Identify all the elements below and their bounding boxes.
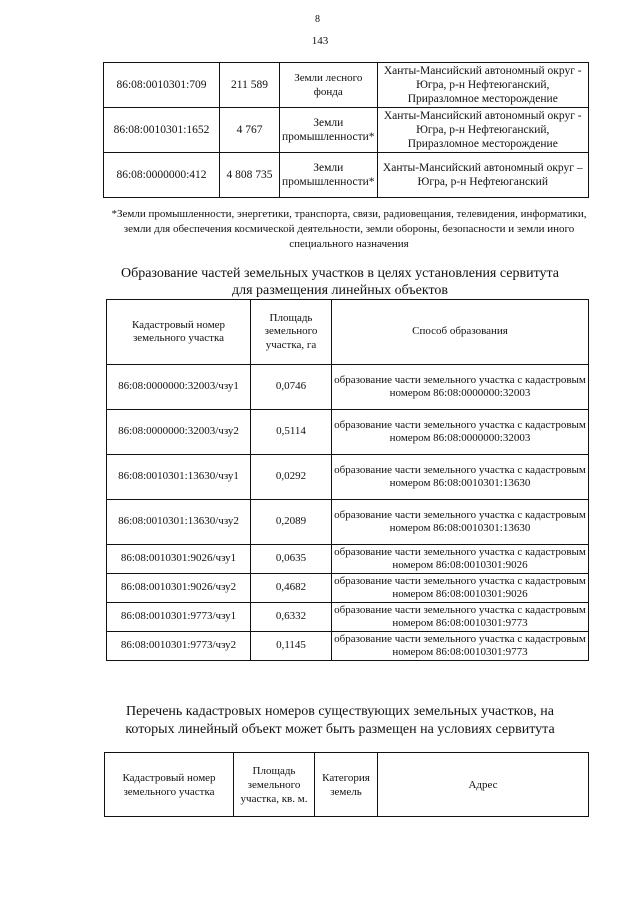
table-row [104, 108, 589, 153]
formation-method: образование части земельного участка с кадастровым номером 86:08:0000000:32003 [332, 365, 589, 410]
table-row [107, 574, 589, 603]
formation-method: образование части земельного участка с кадастровым номером 86:08:0010301:9026 [332, 545, 589, 574]
column-header-area: Площадь земельного участка, кв. м. [234, 753, 315, 817]
plot-area: 4 767 [220, 108, 280, 153]
plot-area: 0,0746 [251, 365, 332, 410]
land-category: Земли промышленности* [280, 153, 378, 198]
formation-method: образование части земельного участка с кадастровым номером 86:08:0000000:32003 [332, 410, 589, 455]
cadastral-number: 86:08:0000000:32003/чзу2 [107, 410, 251, 455]
cadastral-number: 86:08:0010301:9026/чзу2 [107, 574, 251, 603]
table-row [107, 603, 589, 632]
plot-area: 0,0292 [251, 455, 332, 500]
land-category: Земли промышленности* [280, 108, 378, 153]
section-title-easement-parts [60, 265, 620, 299]
section-title-line: которых линейный объект может быть размещен на условиях сервитута [125, 722, 555, 737]
cadastral-number: 86:08:0010301:13630/чзу2 [107, 500, 251, 545]
cadastral-number: 86:08:0010301:1652 [104, 108, 220, 153]
table-row [107, 410, 589, 455]
cadastral-number: 86:08:0000000:412 [104, 153, 220, 198]
plot-address: Ханты-Мансийский автономный округ – Югра, р-н Нефтеюганский [377, 153, 588, 198]
top-mark: 8 [315, 14, 320, 25]
section-title-easement-list [60, 703, 620, 739]
plot-area: 0,6332 [251, 603, 332, 632]
cadastral-number: 86:08:0010301:709 [104, 63, 220, 108]
table-header-row [105, 753, 589, 817]
formation-method: образование части земельного участка с кадастровым номером 86:08:0010301:9026 [332, 574, 589, 603]
table-row [107, 365, 589, 410]
section-title-line: Образование частей земельных участков в целях установления сервитута [120, 266, 560, 281]
cadastral-number: 86:08:0010301:9773/чзу1 [107, 603, 251, 632]
plot-area: 0,2089 [251, 500, 332, 545]
table-row [104, 153, 589, 198]
formation-method: образование части земельного участка с кадастровым номером 86:08:0010301:13630 [332, 455, 589, 500]
plot-area: 0,0635 [251, 545, 332, 574]
table-row [107, 455, 589, 500]
formation-method: образование части земельного участка с кадастровым номером 86:08:0010301:13630 [332, 500, 589, 545]
page-number: 143 [311, 35, 329, 47]
plot-address: Ханты-Мансийский автономный округ - Югра, р-н Нефтеюганский, Приразломное месторождение [377, 63, 588, 108]
cadastral-number: 86:08:0000000:32003/чзу1 [107, 365, 251, 410]
formation-method: образование части земельного участка с кадастровым номером 86:08:0010301:9773 [332, 603, 589, 632]
column-header-number: Кадастровый номер земельного участка [105, 753, 234, 817]
section-title-line: для размещения линейных объектов [231, 283, 449, 298]
table-row [107, 500, 589, 545]
column-header-number: Кадастровый номер земельного участка [107, 300, 251, 365]
cadastral-number: 86:08:0010301:9026/чзу1 [107, 545, 251, 574]
plot-parts-table [106, 299, 589, 661]
plot-area: 4 808 735 [220, 153, 280, 198]
plot-area: 211 589 [220, 63, 280, 108]
land-plots-table [103, 62, 589, 198]
plot-area: 0,1145 [251, 632, 332, 661]
column-header-method: Способ образования [332, 300, 589, 365]
column-header-address: Адрес [378, 753, 589, 817]
section-title-line: Перечень кадастровых номеров существующих земельных участков, на [125, 704, 555, 719]
cadastral-number: 86:08:0010301:13630/чзу1 [107, 455, 251, 500]
column-header-category: Категория земель [315, 753, 378, 817]
table-header-row [107, 300, 589, 365]
plot-area: 0,4682 [251, 574, 332, 603]
column-header-area: Площадь земельного участка, га [251, 300, 332, 365]
table-row [107, 632, 589, 661]
table-row [107, 545, 589, 574]
footnote: *Земли промышленности, энергетики, транспорта, связи, радиовещания, телевидения, информатики, земли для обеспечения космической деятельности, земли обороны, безопасности и земли иного специального назначения [111, 208, 587, 250]
cadastral-number: 86:08:0010301:9773/чзу2 [107, 632, 251, 661]
plot-address: Ханты-Мансийский автономный округ - Югра, р-н Нефтеюганский, Приразломное месторождение [377, 108, 588, 153]
land-category: Земли лесного фонда [280, 63, 378, 108]
formation-method: образование части земельного участка с кадастровым номером 86:08:0010301:9773 [332, 632, 589, 661]
table-row [104, 63, 589, 108]
existing-plots-table [104, 752, 589, 817]
plot-area: 0,5114 [251, 410, 332, 455]
